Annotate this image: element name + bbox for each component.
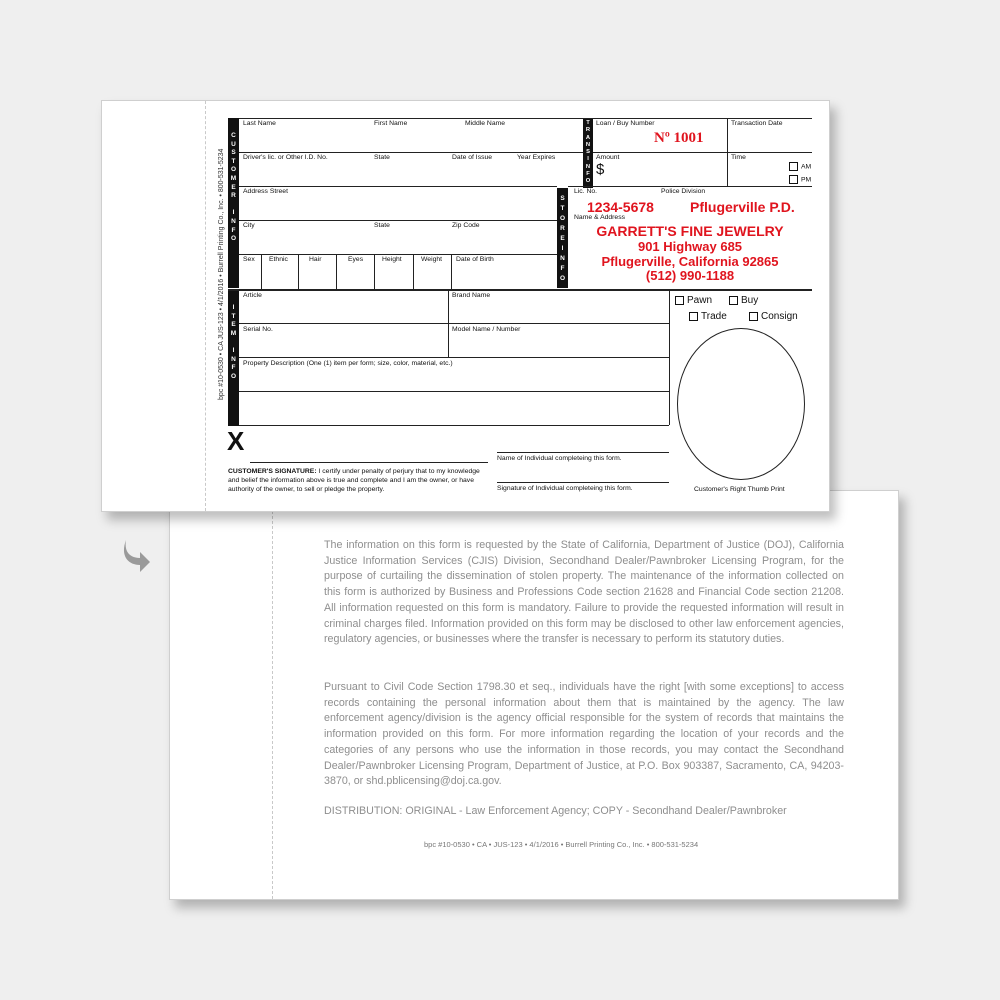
hair-field[interactable]: Hair [309,256,322,263]
back-footer-print: bpc #10-0530 • CA • JUS-123 • 4/1/2016 • Burrell Printing Co., Inc. • 800-531-5234 [424,840,699,849]
customer-info-bar: C U S T O M E R I N F O [228,118,239,288]
year-expires-field[interactable]: Year Expires [517,154,556,161]
serial-no-field[interactable]: Serial No. [243,326,273,333]
privacy-paragraph-1: The information on this form is requested by the State of California, Department of Justice (DOJ), California Justice Information Services (CJIS) Division, Secondhand Dealer/Pawnbroker Licensing Program, for the purpose of curtailing the dissemination of stolen property. The maintenance of the information collected on this form is authorized by Business and Professions Code section 21628 and Financial Code section 21208. All information requested on this form is mandatory. Failure to provide the requested information will result in criminal charges filed. Information provided on this form may be disclosed to other law enforcement agencies, regulatory agencies, or businesses where the transfer is necessary to perform its statutory duties. [324,539,844,646]
checkbox-icon [729,296,738,305]
first-name-field[interactable]: First Name [374,120,408,127]
dollar-sign: $ [596,161,605,178]
pm-checkbox[interactable]: PM [789,175,811,184]
privacy-paragraph-2: Pursuant to Civil Code Section 1798.30 et seq., individuals have the right [with some exceptions] to access records containing the personal information about them that is maintained by the agency. The law enforcement agency/division is the agency official responsible for the system of records that maintains the information provided on this form. For more information regarding the location of your records and the categories of any persons who use the information in those records, you may contact the Secondhand Dealer/Pawnbroker Licensing Program, Department of Justice, at P.O. Box 903387, Sacramento, CA, 94203-3870, or shd.pblicensing@doj.ca.gov. [324,681,844,788]
store-info-bar: S T O R E I N F O [557,188,568,288]
signature-completing-label: Signature of Individual completeing this form. [497,485,633,492]
checkbox-icon [789,175,798,184]
name-completing-line[interactable] [497,452,669,453]
property-description-field[interactable]: Property Description (One (1) item per form; size, color, material, etc.) [243,360,453,367]
article-field[interactable]: Article [243,292,262,299]
date-of-birth-field[interactable]: Date of Birth [456,256,494,263]
time-field[interactable]: Time [731,154,746,161]
pawn-checkbox[interactable]: Pawn [675,295,712,306]
date-of-issue-field[interactable]: Date of Issue [452,154,493,161]
store-phone: (512) 990-1188 [645,268,735,283]
height-field[interactable]: Height [382,256,402,263]
store-street: 901 Highway 685 [637,239,743,254]
distribution-text: DISTRIBUTION: ORIGINAL - Law Enforcement Agency; COPY - Secondhand Dealer/Pawnbroker [324,805,787,817]
thumb-print-area[interactable] [677,328,805,480]
item-info-bar: I T E M I N F O [228,290,239,426]
flip-arrow-icon [118,534,154,574]
customer-signature-statement: CUSTOMER'S SIGNATURE: I certify under penalty of perjury that to my knowledge and belief the information above is true and complete and I am the owner, or have authority of the owner, to sell or pledge the property. [228,468,480,493]
address-street-field[interactable]: Address Street [243,188,288,195]
state-field[interactable]: State [374,154,390,161]
lic-no-label: Lic. No. [574,188,598,195]
buy-checkbox[interactable]: Buy [729,295,758,306]
thumb-print-label: Customer's Right Thumb Print [694,486,785,493]
trans-info-bar: T R A N S I N F O [583,118,593,188]
weight-field[interactable]: Weight [421,256,443,263]
form-number: Nº 1001 [654,130,704,146]
perforation-line [205,101,206,511]
city-field[interactable]: City [243,222,255,229]
police-division-label: Police Division [661,188,706,195]
checkbox-icon [789,162,798,171]
signature-completing-line[interactable] [497,482,669,483]
sex-field[interactable]: Sex [243,256,255,263]
name-address-label: Name & Address [574,214,625,221]
side-print-text: bpc #10-0530 • CA JUS-123 • 4/1/2016 • Burrell Printing Co., Inc. • 800-531-5234 [218,148,225,400]
brand-name-field[interactable]: Brand Name [452,292,491,299]
store-city: Pflugerville, California 92865 [601,254,779,269]
eyes-field[interactable]: Eyes [348,256,364,263]
trade-checkbox[interactable]: Trade [689,311,727,322]
ethnic-field[interactable]: Ethnic [269,256,288,263]
police-division: Pflugerville P.D. [690,199,795,215]
zip-code-field[interactable]: Zip Code [452,222,480,229]
model-name-field[interactable]: Model Name / Number [452,326,521,333]
last-name-field[interactable]: Last Name [243,120,276,127]
checkbox-icon [689,312,698,321]
perforation-line [272,491,273,899]
transaction-date-field[interactable]: Transaction Date [731,120,783,127]
name-completing-label: Name of Individual completeing this form. [497,455,622,462]
middle-name-field[interactable]: Middle Name [465,120,506,127]
store-name: GARRETT'S FINE JEWELRY [596,223,784,239]
signature-x-mark: X [227,426,245,456]
license-number: 1234-5678 [587,199,654,215]
consign-checkbox[interactable]: Consign [749,311,798,322]
checkbox-icon [749,312,758,321]
loan-buy-number-label: Loan / Buy Number [596,120,655,127]
checkbox-icon [675,296,684,305]
state-field-2[interactable]: State [374,222,390,229]
drivers-license-field[interactable]: Driver's lic. or Other I.D. No. [243,154,328,161]
amount-field[interactable]: Amount [596,154,620,161]
am-checkbox[interactable]: AM [789,162,811,171]
signature-line[interactable] [250,462,488,463]
